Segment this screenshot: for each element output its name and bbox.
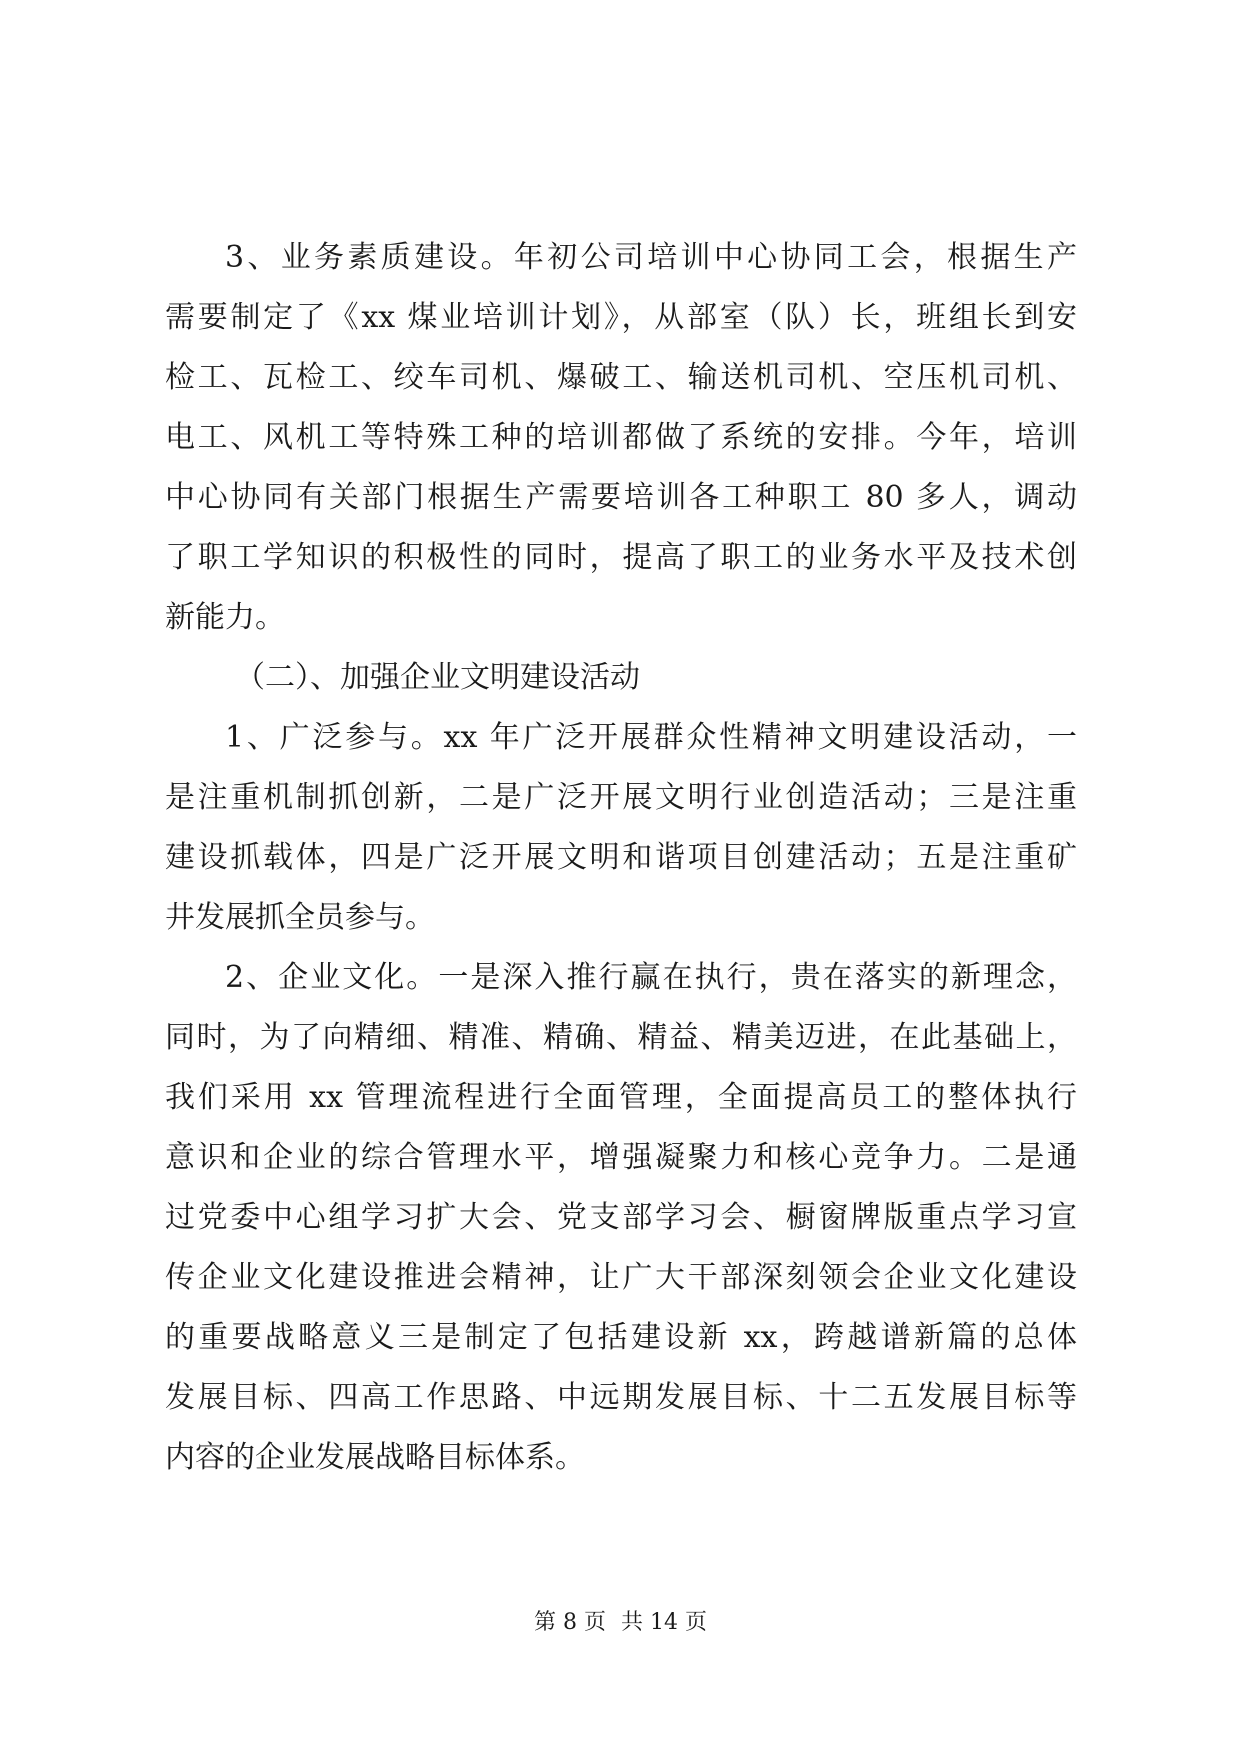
- paragraph-line: 发展目标、四高工作思路、中远期发展目标、十二五发展目标等: [165, 1380, 1077, 1415]
- paragraph-line: 是注重机制抓创新，二是广泛开展文明行业创造活动；三是注重: [165, 780, 1077, 815]
- page-footer: [0, 1608, 1241, 1638]
- paragraph-line: 1、广泛参与。xx 年广泛开展群众性精神文明建设活动，一: [225, 720, 1077, 755]
- paragraph-line: 检工、瓦检工、绞车司机、爆破工、输送机司机、空压机司机、: [165, 360, 1077, 395]
- section-heading: （二）、加强企业文明建设活动: [235, 660, 640, 695]
- paragraph-line: 了职工学知识的积极性的同时，提高了职工的业务水平及技术创: [165, 540, 1077, 575]
- paragraph-line: 井发展抓全员参与。: [165, 900, 435, 935]
- paragraph-line: 内容的企业发展战略目标体系。: [165, 1440, 585, 1475]
- paragraph-line: 传企业文化建设推进会精神，让广大干部深刻领会企业文化建设: [165, 1260, 1077, 1295]
- paragraph-broad-participation: [165, 708, 1077, 948]
- paragraph-line: 需要制定了《xx 煤业培训计划》，从部室（队）长，班组长到安: [165, 300, 1077, 335]
- paragraph-line: 过党委中心组学习扩大会、党支部学习会、橱窗牌版重点学习宣: [165, 1200, 1077, 1235]
- paragraph-line: 的重要战略意义三是制定了包括建设新 xx，跨越谱新篇的总体: [165, 1320, 1077, 1355]
- page-number: 第 8 页: [534, 1610, 606, 1635]
- paragraph-line: 建设抓载体，四是广泛开展文明和谐项目创建活动；五是注重矿: [165, 840, 1077, 875]
- document-body: [165, 228, 1077, 1488]
- paragraph-line: 意识和企业的综合管理水平，增强凝聚力和核心竞争力。二是通: [165, 1140, 1077, 1175]
- paragraph-line: 同时，为了向精细、精准、精确、精益、精美迈进，在此基础上，: [165, 1020, 1077, 1055]
- page-total: 共 14 页: [621, 1610, 707, 1635]
- paragraph-corporate-culture: [165, 948, 1077, 1488]
- paragraph-line: 新能力。: [165, 600, 285, 635]
- paragraph-line: 中心协同有关部门根据生产需要培训各工种职工 80 多人，调动: [165, 480, 1077, 515]
- paragraph-line: 我们采用 xx 管理流程进行全面管理，全面提高员工的整体执行: [165, 1080, 1077, 1115]
- paragraph-business-quality: [165, 228, 1077, 648]
- paragraph-line: 电工、风机工等特殊工种的培训都做了系统的安排。今年，培训: [165, 420, 1077, 455]
- paragraph-line: 3、业务素质建设。年初公司培训中心协同工会，根据生产: [225, 240, 1077, 275]
- paragraph-line: 2、企业文化。一是深入推行赢在执行，贵在落实的新理念，: [225, 960, 1077, 995]
